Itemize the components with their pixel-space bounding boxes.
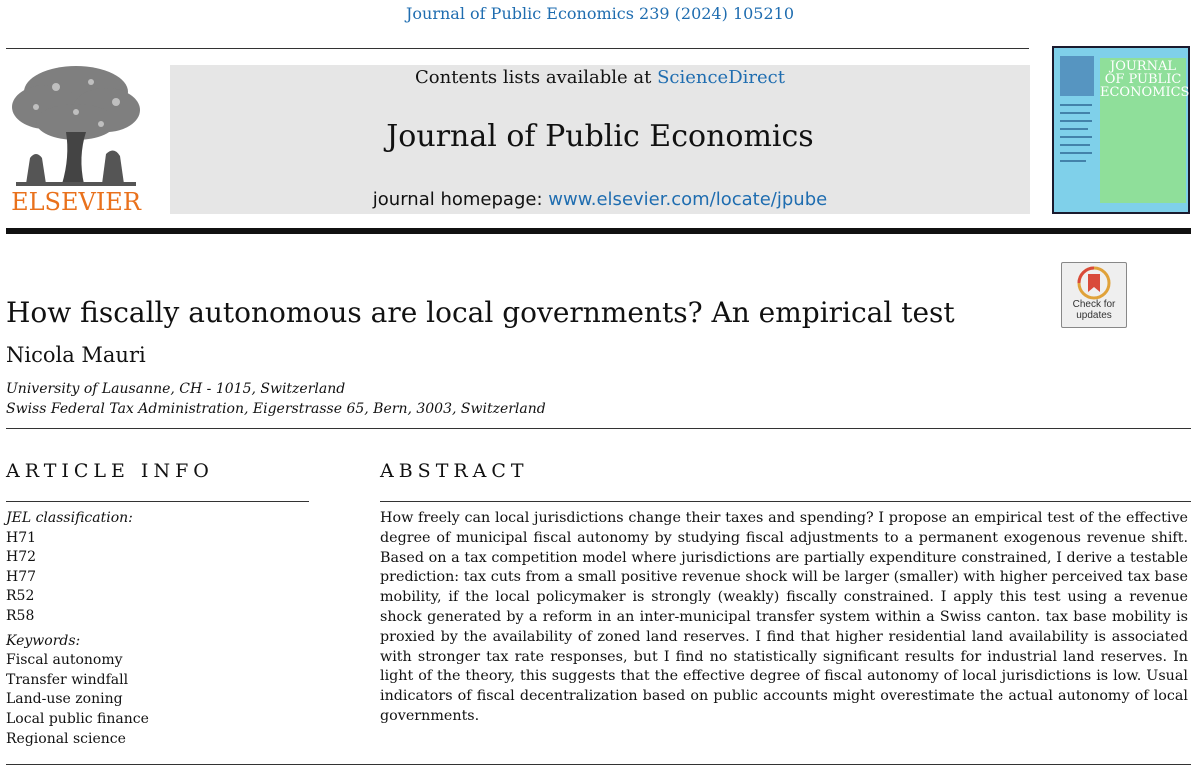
jel-code: H72 <box>6 549 37 566</box>
article-title: How fiscally autonomous are local governments? An empirical test <box>6 296 955 329</box>
sciencedirect-link[interactable]: ScienceDirect <box>657 67 785 88</box>
journal-cover[interactable] <box>1052 46 1190 214</box>
article-info-divider <box>6 501 309 502</box>
article-info <box>6 509 149 749</box>
check-for-updates-label: Check for updates <box>1072 299 1116 321</box>
keyword: Local public finance <box>6 710 149 727</box>
affiliation: Swiss Federal Tax Administration, Eigerstrasse 65, Bern, 3003, Switzerland <box>6 401 546 417</box>
header-divider <box>6 228 1191 234</box>
abstract-text: How freely can local jurisdictions change their taxes and spending? I propose an empirical test of the effective degree of municipal fiscal autonomy by studying fiscal adjustments to a permanent exogenous revenue shift. Based on a tax competition model where jurisdictions are partially expenditure constrained, I derive a testable prediction: tax cuts from a small positive revenue shock will be larger (smaller) with higher perceived tax base mobility, if the local policymaker is strongly (weakly) fiscally constrained. I apply this test using a revenue shock generated by a reform in an inter-municipal transfer system within a Swiss canton. tax base mobility is proxied by the availability of zoned land reserves. I find that higher residential land availability is associated with stronger tax rate responses, but I find no statistically significant results for industrial land reserves. In light of the theory, this suggests that the effective degree of fiscal autonomy of local jurisdictions is low. Usual indicators of fiscal decentralization based on public accounts might overestimate the actual autonomy of local governments. <box>380 510 1188 724</box>
keyword: Regional science <box>6 730 126 747</box>
bookmark-icon <box>1074 266 1114 300</box>
keyword: Fiscal autonomy <box>6 652 123 669</box>
jel-code: H77 <box>6 568 37 585</box>
article-info-heading: ARTICLE INFO <box>6 460 214 482</box>
contents-line <box>170 67 1030 88</box>
affiliation: University of Lausanne, CH - 1015, Switzerland <box>6 381 346 397</box>
journal-citation: Journal of Public Economics 239 (2024) 105210 <box>405 4 795 23</box>
author-name[interactable]: Nicola Mauri <box>6 343 146 367</box>
keyword: Transfer windfall <box>6 671 129 688</box>
homepage-line <box>170 189 1030 210</box>
bottom-divider <box>6 764 1191 765</box>
section-divider <box>6 428 1191 429</box>
keyword: Land-use zoning <box>6 691 123 708</box>
keywords-label: Keywords: <box>6 632 81 649</box>
jel-code: R52 <box>6 588 35 605</box>
elsevier-tree-icon <box>6 62 146 214</box>
elsevier-logo <box>6 62 146 214</box>
top-divider <box>6 48 1029 49</box>
jel-label: JEL classification: <box>6 510 133 526</box>
journal-name: Journal of Public Economics <box>386 119 814 154</box>
jel-code: R58 <box>6 607 35 624</box>
abstract-heading: ABSTRACT <box>380 460 529 482</box>
homepage-prefix: journal homepage: <box>372 189 549 210</box>
journal-header <box>170 65 1030 214</box>
elsevier-wordmark: ELSEVIER <box>11 188 141 214</box>
cover-title: JOURNAL OF PUBLIC ECONOMICS <box>1100 59 1190 100</box>
homepage-link[interactable]: www.elsevier.com/locate/jpube <box>548 189 828 210</box>
contents-prefix: Contents lists available at <box>415 67 658 88</box>
jel-code: H71 <box>6 529 37 546</box>
check-for-updates-button[interactable] <box>1061 262 1127 328</box>
abstract-divider <box>380 501 1191 502</box>
